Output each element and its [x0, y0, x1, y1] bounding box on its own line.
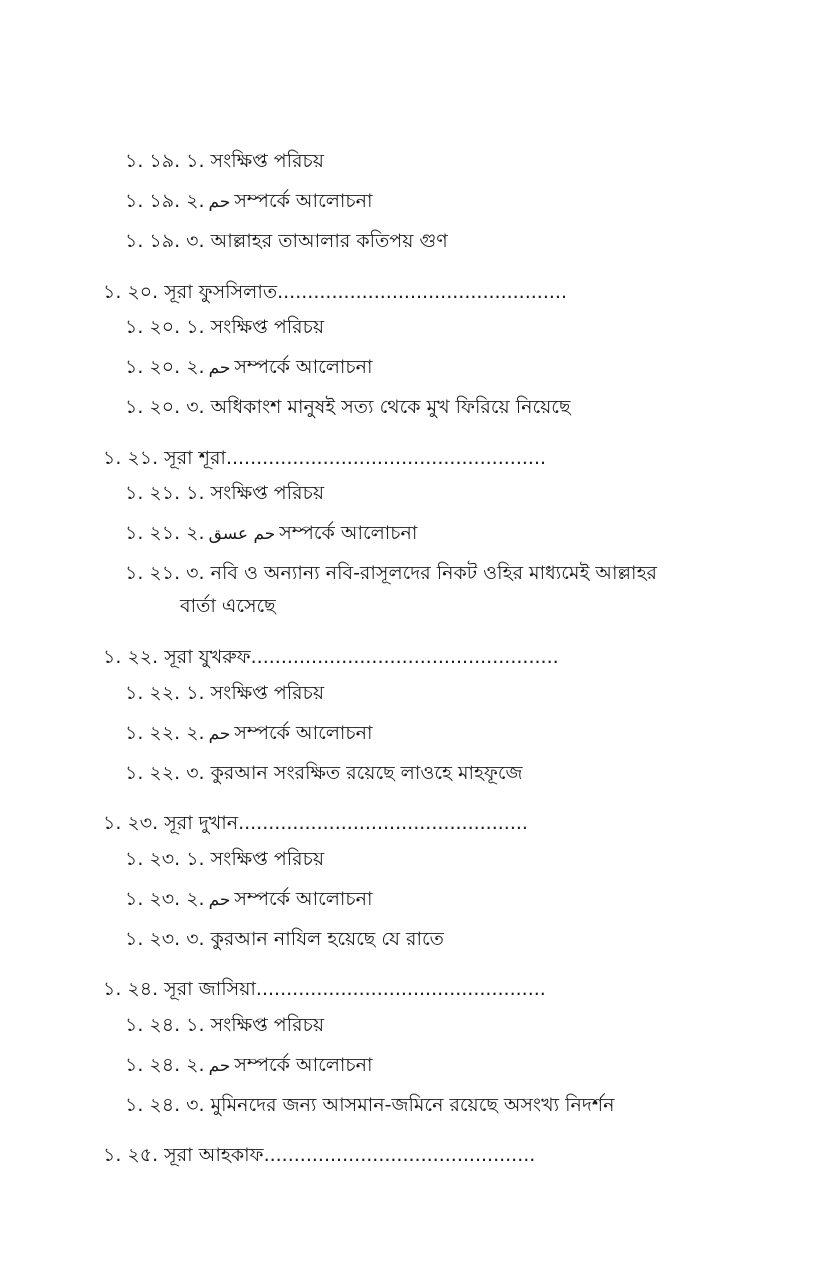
- toc-leader-dots: ...................................................: [250, 646, 559, 668]
- toc-entry-1-24-3[interactable]: [125, 1093, 614, 1117]
- toc-entry-1-21-2[interactable]: [125, 521, 417, 546]
- toc-entry-text: সম্পর্কে আলোচনা: [234, 722, 373, 744]
- arabic-text: حم: [208, 192, 231, 212]
- toc-entry-text: ১. ২৪. ১. সংক্ষিপ্ত পরিচয়: [125, 1014, 325, 1036]
- toc-entry-text: সম্পর্কে আলোচনা: [279, 522, 418, 544]
- toc-leader-dots: .............................................: [263, 1144, 536, 1166]
- toc-entry-1-20-3[interactable]: [125, 395, 570, 419]
- toc-entry-text: সম্পর্কে আলোচনা: [234, 1054, 373, 1076]
- toc-entry-1-24-1[interactable]: [125, 1013, 324, 1037]
- toc-entry-text: সম্পর্কে আলোচনা: [234, 190, 373, 212]
- toc-entry-1-22-3[interactable]: [125, 761, 523, 785]
- toc-entry-text: ১. ২৪. ৩. মুমিনদের জন্য আসমান-জমিনে রয়েছে অসংখ্য নিদর্শন: [125, 1094, 615, 1116]
- toc-entry-1-19-1[interactable]: [125, 149, 324, 173]
- toc-entry-1-23-2[interactable]: [125, 887, 373, 912]
- toc-leader-dots: ................................................: [277, 281, 567, 303]
- toc-entry-1-23-1[interactable]: [125, 847, 324, 871]
- toc-section-title: ১. ২২. সূরা যুখরুফ: [103, 646, 251, 668]
- toc-entry-number: ১. ২৪. ২.: [125, 1054, 205, 1076]
- toc-entry-number: ১. ২৩. ২.: [125, 888, 205, 910]
- toc-section-1-25[interactable]: [103, 1143, 535, 1167]
- toc-leader-dots: ................................................: [238, 812, 528, 834]
- toc-section-title: ১. ২৪. সূরা জাসিয়া: [103, 978, 256, 1000]
- toc-entry-text: সম্পর্কে আলোচনা: [234, 888, 373, 910]
- toc-entry-1-22-1[interactable]: [125, 681, 324, 705]
- toc-entry-1-19-2[interactable]: [125, 189, 372, 214]
- toc-entry-1-24-2[interactable]: [125, 1053, 373, 1078]
- toc-section-1-21[interactable]: [103, 446, 546, 470]
- arabic-text: حم: [208, 1056, 231, 1076]
- toc-entry-text: ১. ২২. ৩. কুরআন সংরক্ষিত রয়েছে লাওহে মাহফূজে: [125, 762, 523, 784]
- toc-entry-1-19-3[interactable]: [125, 229, 448, 253]
- toc-entry-text: ১. ১৯. ১. সংক্ষিপ্ত পরিচয়: [125, 150, 324, 172]
- toc-entry-text: ১. ২০. ৩. অধিকাংশ মানুষই সত্য থেকে মুখ ফিরিয়ে নিয়েছে: [125, 396, 571, 418]
- toc-section-1-20[interactable]: [103, 280, 567, 304]
- toc-section-title: ১. ২৫. সূরা আহকাফ: [103, 1144, 264, 1166]
- toc-entry-1-21-3[interactable]: [125, 561, 657, 585]
- toc-entry-1-20-2[interactable]: [125, 355, 373, 380]
- toc-entry-text: ১. ১৯. ৩. আল্লাহর তাআলার কতিপয় গুণ: [125, 230, 448, 252]
- toc-entry-text: ১. ২৩. ১. সংক্ষিপ্ত পরিচয়: [125, 848, 325, 870]
- toc-entry-number: ১. ২১. ২.: [125, 522, 205, 544]
- toc-leader-dots: ................................................: [255, 978, 546, 1000]
- toc-section-title: ১. ২১. সূরা শূরা: [103, 447, 226, 469]
- toc-entry-text: ১. ২২. ১. সংক্ষিপ্ত পরিচয়: [125, 682, 325, 704]
- toc-entry-number: ১. ১৯. ২.: [125, 190, 205, 212]
- toc-entry-1-22-2[interactable]: [125, 721, 373, 746]
- arabic-text: حم: [208, 724, 231, 744]
- arabic-text: حم: [208, 890, 231, 910]
- toc-entry-number: ১. ২২. ২.: [125, 722, 205, 744]
- toc-entry-text: বার্তা এসেছে: [180, 595, 276, 617]
- toc-leader-dots: .....................................................: [225, 447, 547, 469]
- toc-entry-1-21-1[interactable]: [125, 481, 324, 505]
- toc-entry-text: ১. ২৩. ৩. কুরআন নাযিল হয়েছে যে রাতে: [125, 928, 444, 950]
- toc-entry-1-23-3[interactable]: [125, 927, 444, 951]
- arabic-text: حم عسق: [208, 524, 276, 544]
- toc-entry-1-21-3-continued[interactable]: [180, 594, 276, 618]
- toc-entry-text: ১. ২১. ৩. নবি ও অন্যান্য নবি-রাসূলদের নিকট ওহির মাধ্যমেই আল্লাহর: [125, 562, 658, 584]
- toc-section-title: ১. ২৩. সূরা দুখান: [103, 812, 239, 834]
- toc-entry-text: সম্পর্কে আলোচনা: [234, 356, 373, 378]
- toc-section-1-22[interactable]: [103, 645, 559, 669]
- toc-entry-text: ১. ২০. ১. সংক্ষিপ্ত পরিচয়: [125, 316, 325, 338]
- toc-entry-number: ১. ২০. ২.: [125, 356, 205, 378]
- arabic-text: حم: [208, 358, 231, 378]
- toc-entry-text: ১. ২১. ১. সংক্ষিপ্ত পরিচয়: [125, 482, 325, 504]
- toc-section-1-23[interactable]: [103, 811, 528, 835]
- toc-entry-1-20-1[interactable]: [125, 315, 324, 339]
- toc-section-1-24[interactable]: [103, 977, 546, 1001]
- toc-section-title: ১. ২০. সূরা ফুসসিলাত: [103, 281, 278, 303]
